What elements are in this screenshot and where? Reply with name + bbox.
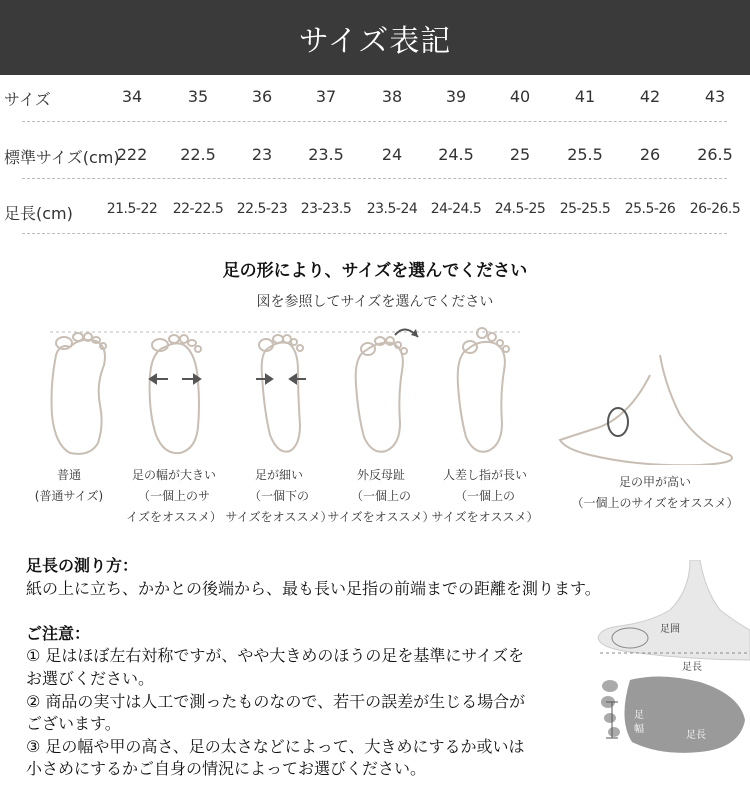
size-cell: 39 xyxy=(445,87,467,106)
size-cell: 26-26.5 xyxy=(689,201,741,217)
caption-line: サイズをオススメ） xyxy=(225,510,333,524)
foot-outlines xyxy=(0,315,750,465)
long-toe-foot-icon xyxy=(458,328,509,452)
caption-line: （一個上の xyxy=(454,489,515,503)
size-cell: 34 xyxy=(121,87,143,106)
size-cell: 36 xyxy=(251,87,273,106)
size-cell: 24 xyxy=(381,145,403,164)
size-cell: 25.5-26 xyxy=(624,201,676,217)
size-cell: 25.5 xyxy=(567,145,603,164)
row-divider xyxy=(22,121,727,122)
high-instep-foot-icon xyxy=(560,355,732,465)
wide-foot-icon xyxy=(150,335,201,453)
size-cell: 22.5-23 xyxy=(236,201,288,217)
foot-type-caption xyxy=(24,465,114,507)
caption-line: (普通サイズ) xyxy=(34,489,104,503)
note-line: ② 商品の実寸は人工で測ったものなので、若干の誤差が生じる場合が xyxy=(26,691,526,711)
diagram-graphic xyxy=(590,560,750,790)
size-cell: 24.5-25 xyxy=(494,201,546,217)
caption-line: （一個上の xyxy=(350,489,411,503)
row-label: 足長(cm) xyxy=(4,204,73,223)
measure-heading: 足長の測り方： xyxy=(26,556,139,575)
foot-type-caption xyxy=(326,465,436,528)
length-label: 足長 xyxy=(682,662,702,673)
normal-foot-icon xyxy=(52,333,107,454)
girth-label: 足囲 xyxy=(660,624,680,635)
foot-type-caption xyxy=(120,465,228,528)
caption-line: 普通 xyxy=(56,468,81,482)
size-cell: 40 xyxy=(509,87,531,106)
row-label: サイズ xyxy=(4,90,51,109)
caption-line: 足の甲が高い xyxy=(618,475,691,489)
size-cell: 222 xyxy=(116,145,148,164)
measurement-instructions xyxy=(26,555,626,781)
size-cell: 25 xyxy=(509,145,531,164)
narrow-foot-icon xyxy=(259,335,303,452)
row-label: 標準サイズ(cm) xyxy=(4,148,120,167)
size-cell: 24.5 xyxy=(438,145,474,164)
size-cell: 21.5-22 xyxy=(106,201,158,217)
foot-type-caption xyxy=(430,465,540,528)
bunion-foot-icon xyxy=(356,337,407,452)
size-cell: 42 xyxy=(639,87,661,106)
caption-line: 人差し指が長い xyxy=(442,468,527,482)
note-line: お選びください。 xyxy=(26,668,155,688)
title-banner xyxy=(0,0,750,75)
size-cell: 23.5 xyxy=(308,145,344,164)
foot-shape-title: 足の形により、サイズを選んでください xyxy=(222,261,528,281)
size-cell: 41 xyxy=(574,87,596,106)
measurement-diagram xyxy=(590,560,750,790)
row-divider xyxy=(22,233,727,234)
foot-type-caption xyxy=(224,465,334,528)
length-label-bottom: 足長 xyxy=(686,730,706,741)
caption-line: サイズをオススメ） xyxy=(431,510,539,524)
size-cell: 23 xyxy=(251,145,273,164)
size-cell: 43 xyxy=(704,87,726,106)
caption-line: 足の幅が大きい xyxy=(131,468,216,482)
size-cell: 38 xyxy=(381,87,403,106)
size-cell: 25-25.5 xyxy=(559,201,611,217)
size-cell: 22.5 xyxy=(180,145,216,164)
foot-shape-subtitle: 図を参照してサイズを選んでください xyxy=(256,294,494,310)
size-cell: 26 xyxy=(639,145,661,164)
measure-body: 紙の上に立ち、かかとの後端から、最も長い足指の前端までの距離を測ります。 xyxy=(26,578,601,598)
foot-type-caption xyxy=(570,472,740,514)
standard-size-row xyxy=(0,145,750,185)
note-line: ① 足はほぼ左右対称ですが、やや大きめのほうの足を基準にサイズを xyxy=(26,646,525,666)
notes-heading: ご注意： xyxy=(26,623,91,643)
caption-line: （一個下の xyxy=(248,489,309,503)
size-cell: 37 xyxy=(315,87,337,106)
size-cell: 22-22.5 xyxy=(172,201,224,217)
row-divider xyxy=(22,178,727,179)
caption-line: （一個上のサ xyxy=(137,489,210,503)
width-label-top: 足 xyxy=(634,710,644,721)
size-cell: 35 xyxy=(187,87,209,106)
caption-line: 外反母趾 xyxy=(356,468,405,482)
foot-length-row xyxy=(0,201,750,241)
caption-line: （一個上のサイズをオススメ） xyxy=(571,496,739,510)
size-cell: 23.5-24 xyxy=(366,201,418,217)
caption-line: 足が細い xyxy=(254,468,303,482)
caption-line: サイズをオススメ） xyxy=(327,510,435,524)
note-line: 小さめにするかご自身の情況によってお選びください。 xyxy=(26,759,427,779)
size-cell: 26.5 xyxy=(697,145,733,164)
caption-line: イズをオススメ） xyxy=(126,510,222,524)
width-label-bottom: 幅 xyxy=(634,724,644,735)
size-cell: 23-23.5 xyxy=(300,201,352,217)
size-cell: 24-24.5 xyxy=(430,201,482,217)
note-line: ③ 足の幅や甲の高さ、足の太さなどによって、大きめにするか或いは xyxy=(26,736,525,756)
banner-title: サイズ表記 xyxy=(298,23,452,59)
width-arrows-icon xyxy=(150,375,200,383)
note-line: ございます。 xyxy=(26,714,121,734)
foot-shape-illustrations xyxy=(0,315,750,550)
